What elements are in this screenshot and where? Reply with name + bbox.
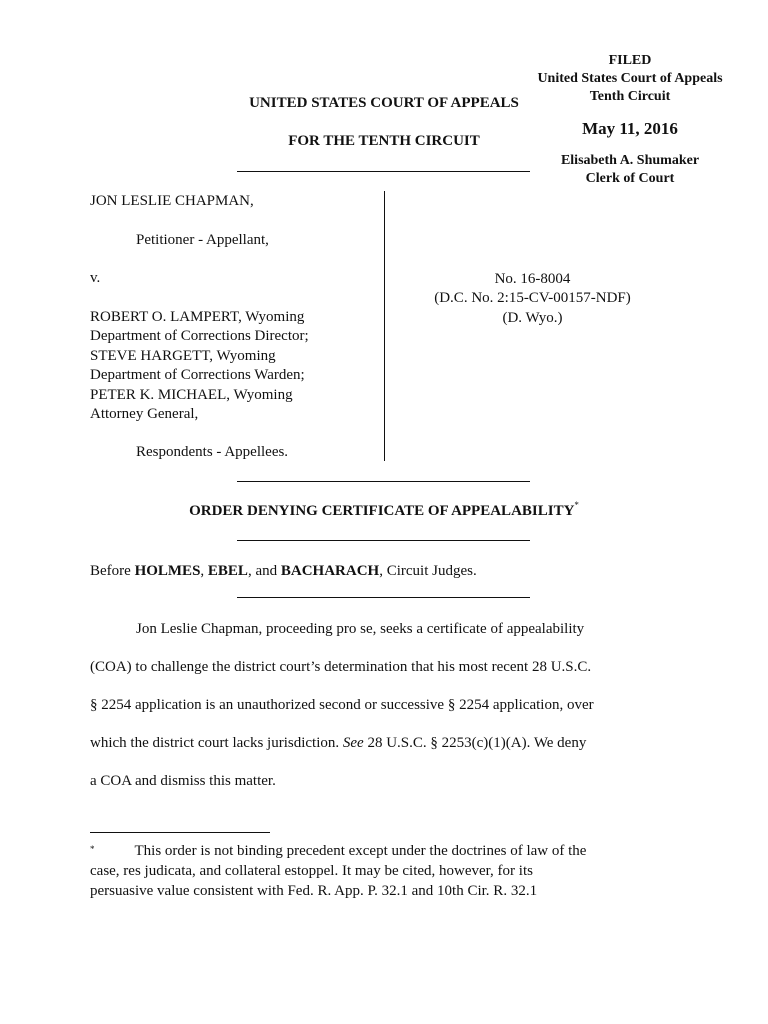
body-text: 28 U.S.C. § 2253(c)(1)(A). We deny xyxy=(363,735,587,751)
caption-rule xyxy=(237,481,530,482)
case-number: No. 16-8004 xyxy=(494,271,571,287)
court-name: UNITED STATES COURT OF APPEALS xyxy=(249,95,519,111)
caption-divider xyxy=(384,191,385,461)
panel-before: Before xyxy=(90,563,135,579)
clerk-title: Clerk of Court xyxy=(585,171,675,186)
respondent-line: ROBERT O. LAMPERT, Wyoming xyxy=(90,309,305,325)
panel-sep: , and xyxy=(247,563,281,579)
heading-rule xyxy=(237,171,530,172)
stamp-court: United States Court of Appeals xyxy=(537,71,723,86)
body-line: Jon Leslie Chapman, proceeding pro se, seeks a certificate of appealability xyxy=(136,621,585,637)
body-text: which the district court lacks jurisdiction. xyxy=(90,735,343,751)
respondent-line: Department of Corrections Director; xyxy=(90,328,309,345)
footnote-text: This order is not binding precedent except under the doctrines of law of the xyxy=(134,843,587,859)
judge-holmes: HOLMES xyxy=(134,563,201,579)
footnote-marker: * xyxy=(90,844,95,854)
respondent-line: Department of Corrections Warden; xyxy=(90,367,305,384)
footnote-line: case, res judicata, and collateral estoppel. It may be cited, however, for its xyxy=(90,863,533,879)
judge-ebel: EBEL xyxy=(207,563,248,579)
body-line xyxy=(90,724,690,762)
footnote-rule xyxy=(90,832,270,833)
footnote xyxy=(90,841,690,901)
respondents-role: Respondents - Appellees. xyxy=(136,444,289,460)
filed-label: FILED xyxy=(608,53,652,68)
petitioner-name: JON LESLIE CHAPMAN, xyxy=(90,193,254,209)
footnote-line: persuasive value consistent with Fed. R. App. P. 32.1 and 10th Cir. R. 32.1 xyxy=(90,883,538,899)
respondent-line: PETER K. MICHAEL, Wyoming xyxy=(90,386,293,403)
panel-suffix: , Circuit Judges. xyxy=(379,563,477,579)
circuit-name: FOR THE TENTH CIRCUIT xyxy=(288,133,480,149)
petitioner-role: Petitioner - Appellant, xyxy=(136,232,269,248)
footnote-line xyxy=(90,841,690,861)
case-numbers xyxy=(405,270,660,328)
filed-date: May 11, 2016 xyxy=(582,119,678,138)
versus: v. xyxy=(90,270,101,286)
panel-sep: , xyxy=(200,563,208,579)
judge-bacharach: BACHARACH xyxy=(280,563,380,579)
title-rule xyxy=(237,540,530,541)
body-line: a COA and dismiss this matter. xyxy=(90,773,276,789)
respondent-line: Attorney General, xyxy=(90,406,199,423)
panel-rule xyxy=(237,597,530,598)
panel-line xyxy=(90,563,477,580)
order-title-text: ORDER DENYING CERTIFICATE OF APPEALABILITY xyxy=(189,503,575,519)
district-court: (D. Wyo.) xyxy=(502,309,563,326)
see-signal: See xyxy=(342,735,364,751)
respondent-line: STEVE HARGETT, Wyoming xyxy=(90,347,276,364)
footnote-ref[interactable]: * xyxy=(574,500,579,510)
stamp-circuit: Tenth Circuit xyxy=(589,89,671,104)
filed-stamp xyxy=(520,52,740,188)
respondents-list xyxy=(90,308,309,424)
clerk-name: Elisabeth A. Shumaker xyxy=(560,153,700,168)
district-case-number: (D.C. No. 2:15-CV-00157-NDF) xyxy=(434,290,631,307)
body-paragraph xyxy=(90,610,690,800)
body-line: § 2254 application is an unauthorized second or successive § 2254 application, over xyxy=(90,697,594,713)
order-title xyxy=(114,500,654,520)
body-line: (COA) to challenge the district court’s determination that his most recent 28 U.S.C. xyxy=(90,659,592,675)
